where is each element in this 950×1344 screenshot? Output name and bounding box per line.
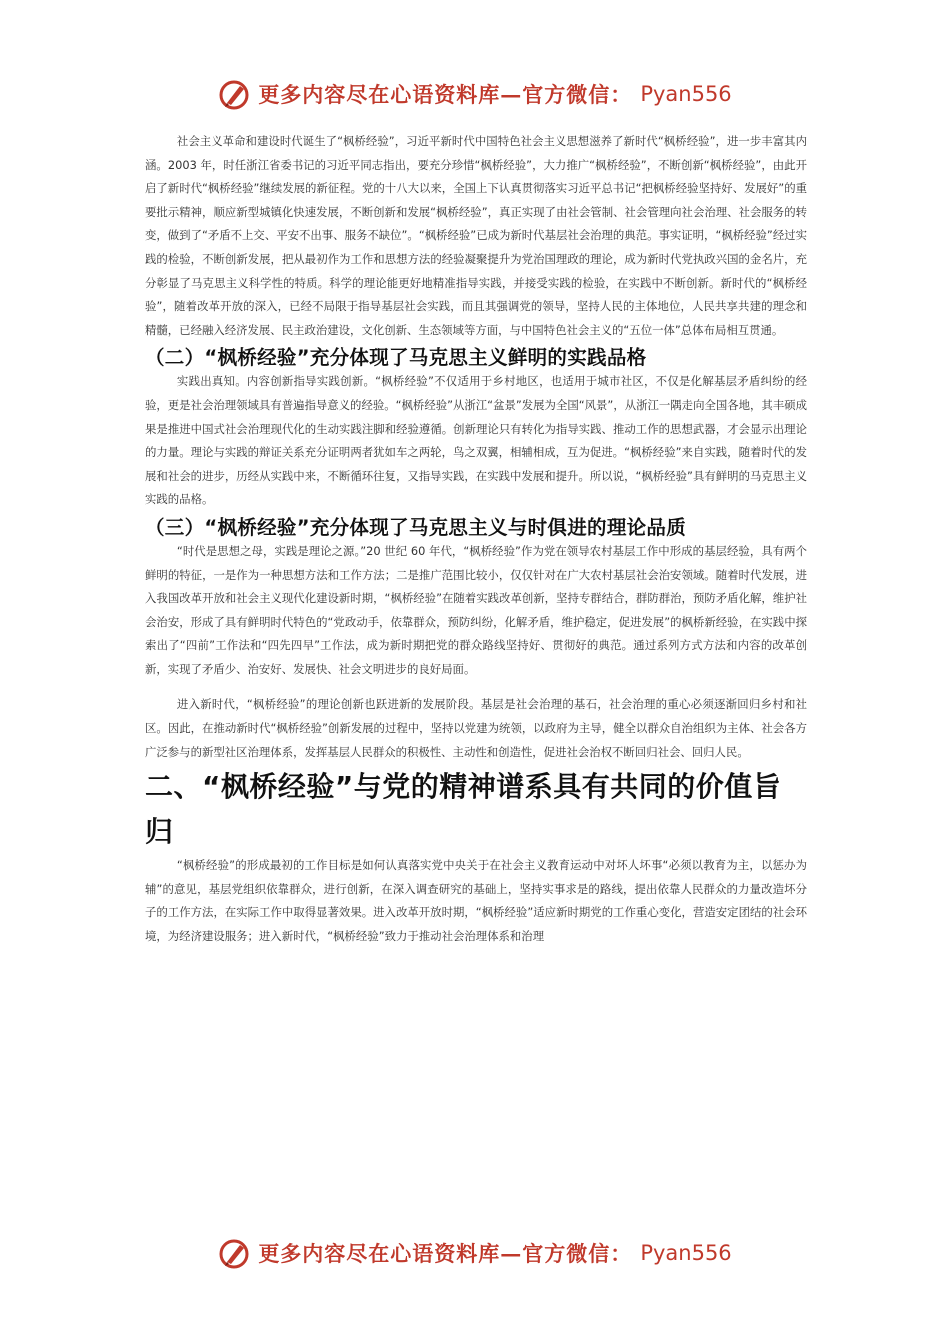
footer-banner <box>0 1233 950 1273</box>
footer-banner-text: 更多内容尽在心语资料库—官方微信： <box>258 1241 633 1266</box>
paragraph-1: 社会主义革命和建设时代诞生了“枫桥经验”，习近平新时代中国特色社会主义思想滋养了新时代“枫桥经验”，进一步丰富其内涵。2003 年，时任浙江省委书记的习近平同志指出，要充分珍惜“枫桥经验”，大力推广“枫桥经验”，不断创新“枫桥经验”，由此开启了新时代“枫桥经验”继续发展的新征程。党的十八大以来，全国上下认真贯彻落实习近平总书记“把枫桥经验坚持好、发展好”的重要批示精神，顺应新型城镇化快速发展，不断创新和发展“枫桥经验”，真正实现了由社会管制、社会管理向社会治理、社会服务的转变，做到了“矛盾不上交、平安不出事、服务不缺位”。“枫桥经验”已成为新时代基层社会治理的典范。事实证明，“枫桥经验”经过实践的检验，不断创新发展，把从最初作为工作和思想方法的经验凝聚提升为党治国理政的理论，成为新时代党执政兴国的金名片，充分彰显了马克思主义科学性的特质。科学的理论能更好地精准指导实践，并接受实践的检验，在实践中不断创新。新时代的“枫桥经验”，随着改革开放的深入，已经不局限于指导基层社会实践，而且其强调党的领导，坚持人民的主体地位，人民共享共建的理念和精髓，已经融入经济发展、民主政治建设，文化创新、生态领域等方面，与中国特色社会主义的“五位一体”总体布局相互贯通。 <box>145 134 807 337</box>
chapter-heading: 二、“枫桥经验”与党的精神谱系具有共同的价值旨归 <box>145 770 782 849</box>
pen-logo-icon <box>218 1237 250 1269</box>
header-banner-text: 更多内容尽在心语资料库—官方微信： <box>258 82 633 107</box>
paragraph-2: 实践出真知。内容创新指导实践创新。“枫桥经验”不仅适用于乡村地区，也适用于城市社区，不仅是化解基层矛盾纠纷的经验，更是社会治理领域具有普遍指导意义的经验。“枫桥经验”从浙江“盆景”发展为全国“风景”，从浙江一隅走向全国各地，其丰硕成果是推进中国式社会治理现代化的生动实践注脚和经验遵循。创新理论只有转化为指导实践、推动工作的思想武器，才会显示出理论的力量。理论与实践的辩证关系充分证明两者犹如车之两轮，鸟之双翼，相辅相成，互为促进。“枫桥经验”来自实践，随着时代的发展和社会的进步，历经从实践中来，不断循环往复，又指导实践，在实践中发展和提升。所以说，“枫桥经验”具有鲜明的马克思主义实践的品格。 <box>145 374 807 507</box>
footer-wechat-id: Pyan556 <box>640 1241 732 1265</box>
header-banner-inner <box>218 78 731 110</box>
header-wechat-id: Pyan556 <box>640 82 732 106</box>
section-heading-3: （三）“枫桥经验”充分体现了马克思主义与时俱进的理论品质 <box>145 515 687 539</box>
paragraph-4: 进入新时代，“枫桥经验”的理论创新也跃进新的发展阶段。基层是社会治理的基石，社会治理的重心必须逐渐回归乡村和社区。因此，在推动新时代“枫桥经验”创新发展的过程中，坚持以党建为统领，以政府为主导，健全以群众自治组织为主体、社会各方广泛参与的新型社区治理体系，发挥基层人民群众的积极性、主动性和创造性，促进社会治权不断回归社会、回归人民。 <box>145 697 807 759</box>
document-body <box>145 130 807 949</box>
section-heading-2: （二）“枫桥经验”充分体现了马克思主义鲜明的实践品格 <box>145 346 647 370</box>
paragraph-5: “枫桥经验”的形成最初的工作目标是如何认真落实党中央关于在社会主义教育运动中对坏人坏事“必须以教育为主，以惩办为辅”的意见，基层党组织依靠群众，进行创新，在深入调查研究的基础上，坚持实事求是的路线，提出依靠人民群众的力量改造坏分子的工作方法，在实际工作中取得显著效果。进入改革开放时期，“枫桥经验”适应新时期党的工作重心变化，营造安定团结的社会环境，为经济建设服务；进入新时代，“枫桥经验”致力于推动社会治理体系和治理 <box>145 858 807 944</box>
footer-banner-inner <box>218 1237 731 1269</box>
paragraph-3: “时代是思想之母，实践是理论之源。”20 世纪 60 年代，“枫桥经验”作为党在领导农村基层工作中形成的基层经验，具有两个鲜明的特征，一是作为一种思想方法和工作方法；二是推广范围比较小，仅仅针对在广大农村基层社会治安领域。随着时代发展，进入我国改革开放和社会主义现代化建设新时期，“枫桥经验”在随着实践改革创新，坚持专群结合，群防群治，预防矛盾化解，维护社会治安，形成了具有鲜明时代特色的“党政动手，依靠群众，预防纠纷，化解矛盾，维护稳定，促进发展”的枫桥新经验，在实践中探索出了“四前”工作法和“四先四早”工作法，成为新时期把党的群众路线坚持好、贯彻好的典范。通过系列方式方法和内容的改革创新，实现了矛盾少、治安好、发展快、社会文明进步的良好局面。 <box>145 543 807 676</box>
header-banner <box>0 74 950 114</box>
pen-logo-icon <box>218 78 250 110</box>
